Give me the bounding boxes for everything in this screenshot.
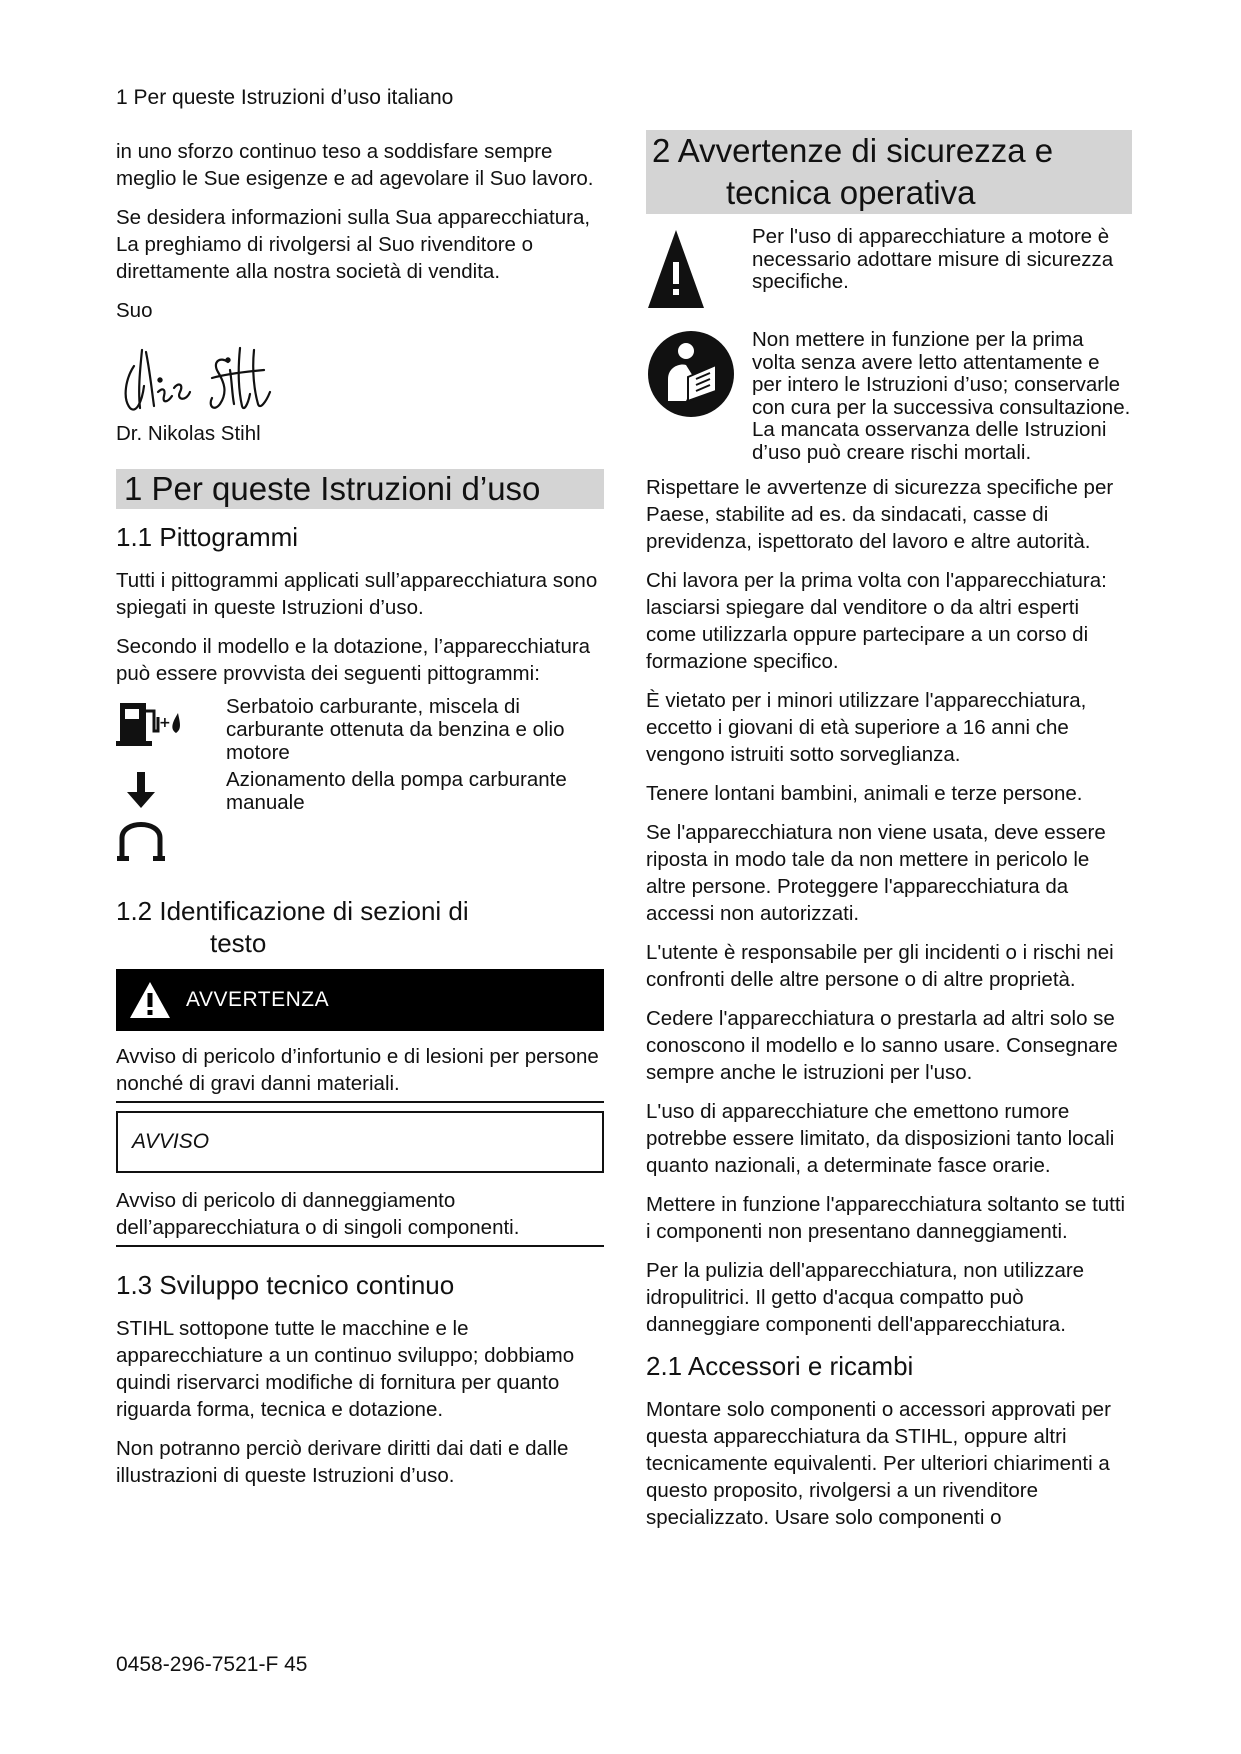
fuel-tank-icon <box>116 695 190 747</box>
warning-label: AVVERTENZA <box>186 988 330 1011</box>
safety-paragraph-8: L'uso di apparecchiature che emettono rumore potrebbe essere limitato, da disposizioni tanto locali quanto nazionali, a determinate fasce orarie. <box>646 1100 1115 1177</box>
safety-item-manual <box>646 329 1132 464</box>
development-paragraph-2: Non potranno perciò derivare diritti dai dati e dalle illustrazioni di queste Istruzioni d’uso. <box>116 1437 569 1487</box>
right-column <box>646 130 1132 1543</box>
pictogram-intro-2: Secondo il modello e la dotazione, l’apparecchiatura può essere provvista dei seguenti pittogrammi: <box>116 635 591 685</box>
safety-paragraph-4: Tenere lontani bambini, animali e terze persone. <box>646 782 1083 805</box>
section-1-2-title-line-2: testo <box>210 928 267 958</box>
section-2-title-line-2: tecnica operativa <box>726 174 976 211</box>
section-2-title <box>646 130 1132 214</box>
divider <box>116 1245 604 1247</box>
pictogram-fuel-text: Serbatoio carburante, miscela di carburante ottenuta da benzina e olio motore <box>226 695 565 764</box>
safety-paragraph-6: L'utente è responsabile per gli incidenti o i rischi nei confronti delle altre persone o di altre proprietà. <box>646 941 1114 991</box>
notice-description: Avviso di pericolo di danneggiamento dell’apparecchiatura o di singoli componenti. <box>116 1189 520 1239</box>
pictogram-row-pump <box>116 768 604 867</box>
warning-banner <box>116 969 604 1031</box>
signature-image <box>116 342 296 416</box>
safety-item-warning <box>646 226 1132 315</box>
safety-paragraph-2: Chi lavora per la prima volta con l'apparecchiatura: lasciarsi spiegare dal venditore o da altri esperti come utilizzarla oppure partecipare a un corso di formazione specifico. <box>646 569 1107 673</box>
section-2-title-line-1: 2 Avvertenze di sicurezza e <box>652 132 1054 169</box>
intro-paragraph-2: Se desidera informazioni sulla Sua apparecchiatura, La preghiamo di rivolgersi al Suo rivenditore o direttamente alla nostra società di vendita. <box>116 206 591 283</box>
development-paragraph-1: STIHL sottopone tutte le macchine e le apparecchiature a un continuo sviluppo; dobbiamo quindi riservarci modifiche di fornitura per quanto riguarda forma, tecnica e dotazione. <box>116 1317 575 1421</box>
warning-triangle-icon <box>128 980 172 1020</box>
page-footer: 0458-296-7521-F 45 <box>116 1653 308 1676</box>
closing-salutation: Suo <box>116 299 153 322</box>
read-manual-icon <box>646 329 736 419</box>
pictogram-row-fuel <box>116 695 604 764</box>
fuel-pump-icon <box>116 768 166 862</box>
safety-paragraph-10: Per la pulizia dell'apparecchiatura, non utilizzare idropulitrici. Il getto d'acqua compatto può danneggiare componenti dell'apparecchiatura. <box>646 1259 1085 1336</box>
notice-label: AVVISO <box>132 1130 210 1153</box>
left-column <box>116 138 604 1501</box>
safety-paragraph-9: Mettere in funzione l'apparecchiatura soltanto se tutti i componenti non presentano danneggiamenti. <box>646 1193 1126 1243</box>
section-1-3-title: 1.3 Sviluppo tecnico continuo <box>116 1270 455 1300</box>
page-header: 1 Per queste Istruzioni d’uso italiano <box>116 86 454 109</box>
section-1-1-title: 1.1 Pittogrammi <box>116 522 299 552</box>
safety-manual-text: Non mettere in funzione per la prima volta senza avere letto attentamente e per intero le Istruzioni d’uso; conservarle con cura per la successiva consultazione. La mancata osservanza delle Istruzioni d’uso può creare rischi mortali. <box>752 328 1131 464</box>
section-1-2-title <box>116 895 604 959</box>
safety-paragraph-5: Se l'apparecchiatura non viene usata, deve essere riposta in modo tale da non mettere in pericolo le altre persone. Proteggere l'apparecchiatura da accessi non autorizzati. <box>646 821 1106 925</box>
pictogram-pump-text: Azionamento della pompa carburante manuale <box>226 768 567 814</box>
intro-paragraph-1: in uno sforzo continuo teso a soddisfare sempre meglio le Sue esigenze e ad agevolare il Suo lavoro. <box>116 140 594 190</box>
pictogram-intro-1: Tutti i pittogrammi applicati sull’apparecchiatura sono spiegati in queste Istruzioni d’uso. <box>116 569 598 619</box>
warning-triangle-icon <box>646 226 706 310</box>
svg-text:+: + <box>159 715 171 731</box>
warning-description: Avviso di pericolo d’infortunio e di lesioni per persone nonché di gravi danni materiali. <box>116 1045 599 1095</box>
safety-warning-text: Per l'uso di apparecchiature a motore è necessario adottare misure di sicurezza specifiche. <box>752 225 1114 293</box>
safety-paragraph-7: Cedere l'apparecchiatura o prestarla ad altri solo se conoscono il modello e lo sanno usare. Consegnare sempre anche le istruzioni per l'uso. <box>646 1007 1118 1084</box>
signatory-name: Dr. Nikolas Stihl <box>116 422 261 445</box>
divider <box>116 1101 604 1103</box>
section-2-1-title: 2.1 Accessori e ricambi <box>646 1351 914 1381</box>
safety-paragraph-1: Rispettare le avvertenze di sicurezza specifiche per Paese, stabilite ad es. da sindacati, casse di previdenza, ispettorato del lavoro e altre autorità. <box>646 476 1114 553</box>
section-1-title: 1 Per queste Istruzioni d’uso <box>116 469 604 509</box>
accessories-paragraph: Montare solo componenti o accessori approvati per questa apparecchiatura da STIHL, oppure altri tecnicamente equivalenti. Per ulteriori chiarimenti a questo proposito, rivolgersi a un rivenditore specializzato. Usare solo componenti o <box>646 1398 1111 1529</box>
section-1-2-title-line-1: 1.2 Identificazione di sezioni di <box>116 896 469 926</box>
notice-banner <box>116 1111 604 1173</box>
safety-paragraph-3: È vietato per i minori utilizzare l'apparecchiatura, eccetto i giovani di età superiore a 16 anni che vengono istruiti sotto sorveglianza. <box>646 689 1087 766</box>
